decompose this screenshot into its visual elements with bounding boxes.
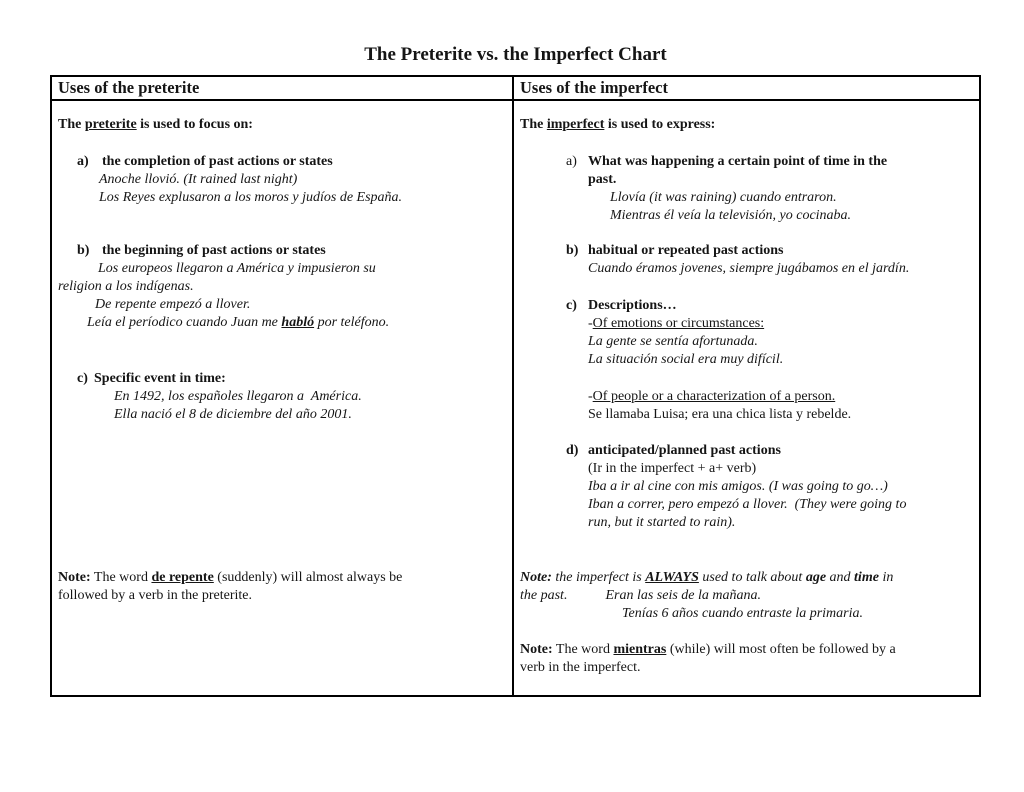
note-label: Note: (520, 570, 552, 585)
list-item-c-specific-event (77, 370, 504, 424)
example-sentence: Los Reyes explusaron a los moros y judíos de España. (99, 190, 403, 205)
example-sentence: La gente se sentía afortunada. (588, 334, 758, 349)
list-item-b-habitual (566, 242, 971, 278)
intro-text: The (520, 117, 547, 132)
example-text: por teléfono. (314, 315, 390, 330)
note-term: de repente (151, 570, 214, 585)
list-item-b-beginning (58, 242, 504, 332)
list-marker: b) (566, 243, 579, 258)
dash: - (588, 316, 593, 331)
example-sentence (87, 314, 504, 332)
item-title-line: past. (588, 172, 617, 187)
document-title: The Preterite vs. the Imperfect Chart (364, 44, 667, 65)
list-marker: c) (77, 371, 88, 386)
note-line (520, 569, 976, 587)
note-text: The word (90, 570, 152, 585)
item-title-line: What was happening a certain point of time in the (588, 154, 888, 169)
comparison-table (50, 75, 981, 697)
note-text: used to talk about (698, 570, 806, 585)
note-line (58, 569, 508, 587)
subheading-text: Of people or a characterization of a person. (592, 389, 836, 404)
item-title-row (77, 242, 504, 260)
formula-note: (Ir in the imperfect + a+ verb) (588, 461, 757, 476)
example-sentence: Llovía (it was raining) cuando entraron. (610, 190, 837, 205)
note-text: The word (552, 642, 614, 657)
intro-text: is used to focus on: (136, 117, 253, 132)
example-sentence: Mientras él veía la televisión, yo cocinaba. (610, 208, 852, 223)
item-title: Specific event in time: (94, 371, 226, 386)
term-imperfect: imperfect (546, 117, 605, 132)
item-title: Descriptions… (588, 298, 677, 313)
dash: - (588, 389, 593, 404)
item-title: habitual or repeated past actions (588, 243, 784, 258)
note-mientras (520, 641, 976, 677)
item-title-row (77, 153, 504, 171)
example-sentence-wrap: religion a los indígenas. (58, 279, 194, 294)
example-sentence: Iban a correr, pero empezó a llover. (They were going to (588, 497, 907, 512)
highlighted-verb: habló (281, 315, 315, 330)
note-age-time (520, 569, 976, 623)
preterite-intro (58, 116, 504, 134)
note-line: followed by a verb in the preterite. (58, 588, 252, 603)
list-marker: b) (77, 243, 90, 258)
example-sentence: Anoche llovió. (It rained last night) (99, 172, 298, 187)
example-sentence: Se llamaba Luisa; era una chica lista y rebelde. (588, 407, 852, 422)
term-preterite: preterite (84, 117, 137, 132)
intro-text: The (58, 117, 85, 132)
note-text: (while) will most often be followed by a (666, 642, 896, 657)
item-title (588, 153, 887, 189)
item-title-row (566, 297, 971, 315)
note-de-repente (58, 569, 508, 605)
note-label: Note: (520, 642, 553, 657)
example-text: Leía el períodico cuando Juan me (87, 315, 282, 330)
example-sentence: Eran las seis de la mañana. (605, 588, 762, 603)
subheading-emotions (588, 315, 971, 333)
subheading-people (588, 388, 971, 406)
imperfect-intro (520, 116, 971, 134)
example-sentence: La situación social era muy difícil. (588, 352, 784, 367)
item-title: the beginning of past actions or states (102, 243, 326, 258)
list-marker: a) (77, 154, 89, 169)
imperfect-notes (520, 569, 976, 677)
preterite-column (52, 101, 514, 695)
note-line (520, 641, 976, 659)
column-header-preterite: Uses of the preterite (52, 77, 514, 101)
imperfect-column (514, 101, 979, 695)
list-item-d-anticipated (566, 442, 971, 532)
example-sentence: Cuando éramos jovenes, siempre jugábamos en el jardín. (588, 261, 910, 276)
item-title: the completion of past actions or states (102, 154, 333, 169)
example-sentence: Iba a ir al cine con mis amigos. (I was going to go…) (588, 479, 888, 494)
note-text: in (878, 570, 894, 585)
example-sentence: Los europeos llegaron a América y impusieron su (98, 261, 376, 276)
note-label: Note: (58, 570, 91, 585)
list-marker: c) (566, 298, 577, 313)
subheading-text: Of emotions or circumstances: (592, 316, 765, 331)
column-header-imperfect: Uses of the imperfect (514, 77, 979, 101)
list-item-c-descriptions (566, 297, 971, 424)
note-text: and (826, 570, 855, 585)
list-marker: d) (566, 443, 579, 458)
emphasis-time: time (854, 570, 879, 585)
example-sentence-wrap: run, but it started to rain). (588, 515, 736, 530)
list-marker: a) (566, 154, 577, 169)
example-sentence: Ella nació el 8 de diciembre del año 2001. (114, 407, 352, 422)
example-sentence: De repente empezó a llover. (95, 297, 251, 312)
note-term: mientras (613, 642, 667, 657)
note-text: the imperfect is (551, 570, 646, 585)
item-title-row (566, 153, 971, 189)
note-text: the past. (520, 588, 568, 603)
note-line: verb in the imperfect. (520, 660, 641, 675)
item-title-row (566, 442, 971, 460)
item-title: anticipated/planned past actions (588, 443, 781, 458)
note-line (520, 587, 976, 605)
item-title-row (566, 242, 971, 260)
note-text: (suddenly) will almost always be (213, 570, 403, 585)
list-item-a-completion (77, 153, 504, 207)
emphasis-always: ALWAYS (645, 570, 699, 585)
intro-text: is used to express: (604, 117, 716, 132)
emphasis-age: age (805, 570, 827, 585)
example-sentence: En 1492, los españoles llegaron a América. (114, 389, 362, 404)
item-title-row (77, 370, 504, 388)
list-item-a-happening (566, 153, 971, 225)
example-sentence: Tenías 6 años cuando entraste la primaria. (622, 606, 863, 621)
